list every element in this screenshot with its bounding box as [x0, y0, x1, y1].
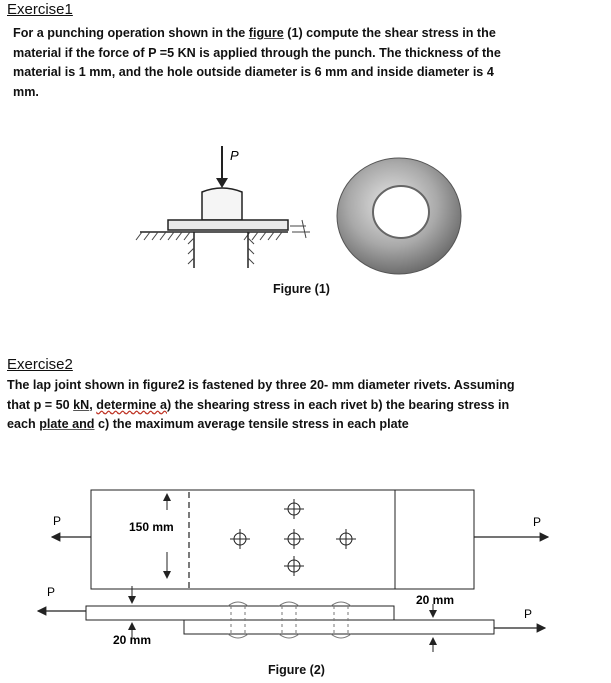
thickness-right-label: 20 mm	[416, 593, 455, 607]
load-label-right-top: P	[533, 515, 542, 529]
exercise2-line-2: that p = 50 kN, determine a) the shearing stress in each rivet b) the bearing stress in	[7, 397, 510, 412]
exercise1-line-1: For a punching operation shown in the figure (1) compute the shear stress in the	[13, 26, 496, 40]
exercise1-line-2: material if the force of P =5 KN is applied through the punch. The thickness of the	[13, 45, 501, 60]
lap-joint-diagram	[0, 480, 611, 660]
figure1-caption: Figure (1)	[273, 282, 330, 296]
punch-diagram	[130, 140, 330, 280]
force-label: P	[230, 148, 239, 163]
exercise2-title: Exercise2	[7, 356, 73, 373]
exercise1-line-4: mm.	[13, 84, 39, 99]
washer-image	[335, 150, 465, 278]
exercise2-text	[7, 376, 515, 435]
load-label-right-side: P	[524, 607, 533, 621]
exercise2-line-3: each plate and c) the maximum average tensile stress in each plate	[7, 417, 409, 431]
exercise1-text	[13, 24, 501, 102]
exercise1-line-3: material is 1 mm, and the hole outside diameter is 6 mm and inside diameter is 4	[13, 65, 494, 79]
figure2-caption: Figure (2)	[268, 663, 325, 677]
thickness-left-label: 20 mm	[113, 633, 152, 647]
load-label-left-top: P	[53, 514, 62, 528]
exercise1-title: Exercise1	[7, 1, 73, 18]
load-label-left-side: P	[47, 585, 56, 599]
figure-link: figure	[248, 26, 284, 40]
exercise2-line-1: The lap joint shown in figure2 is fastened by three 20- mm diameter rivets. Assuming	[7, 378, 515, 392]
width-dimension-label: 150 mm	[129, 520, 174, 534]
